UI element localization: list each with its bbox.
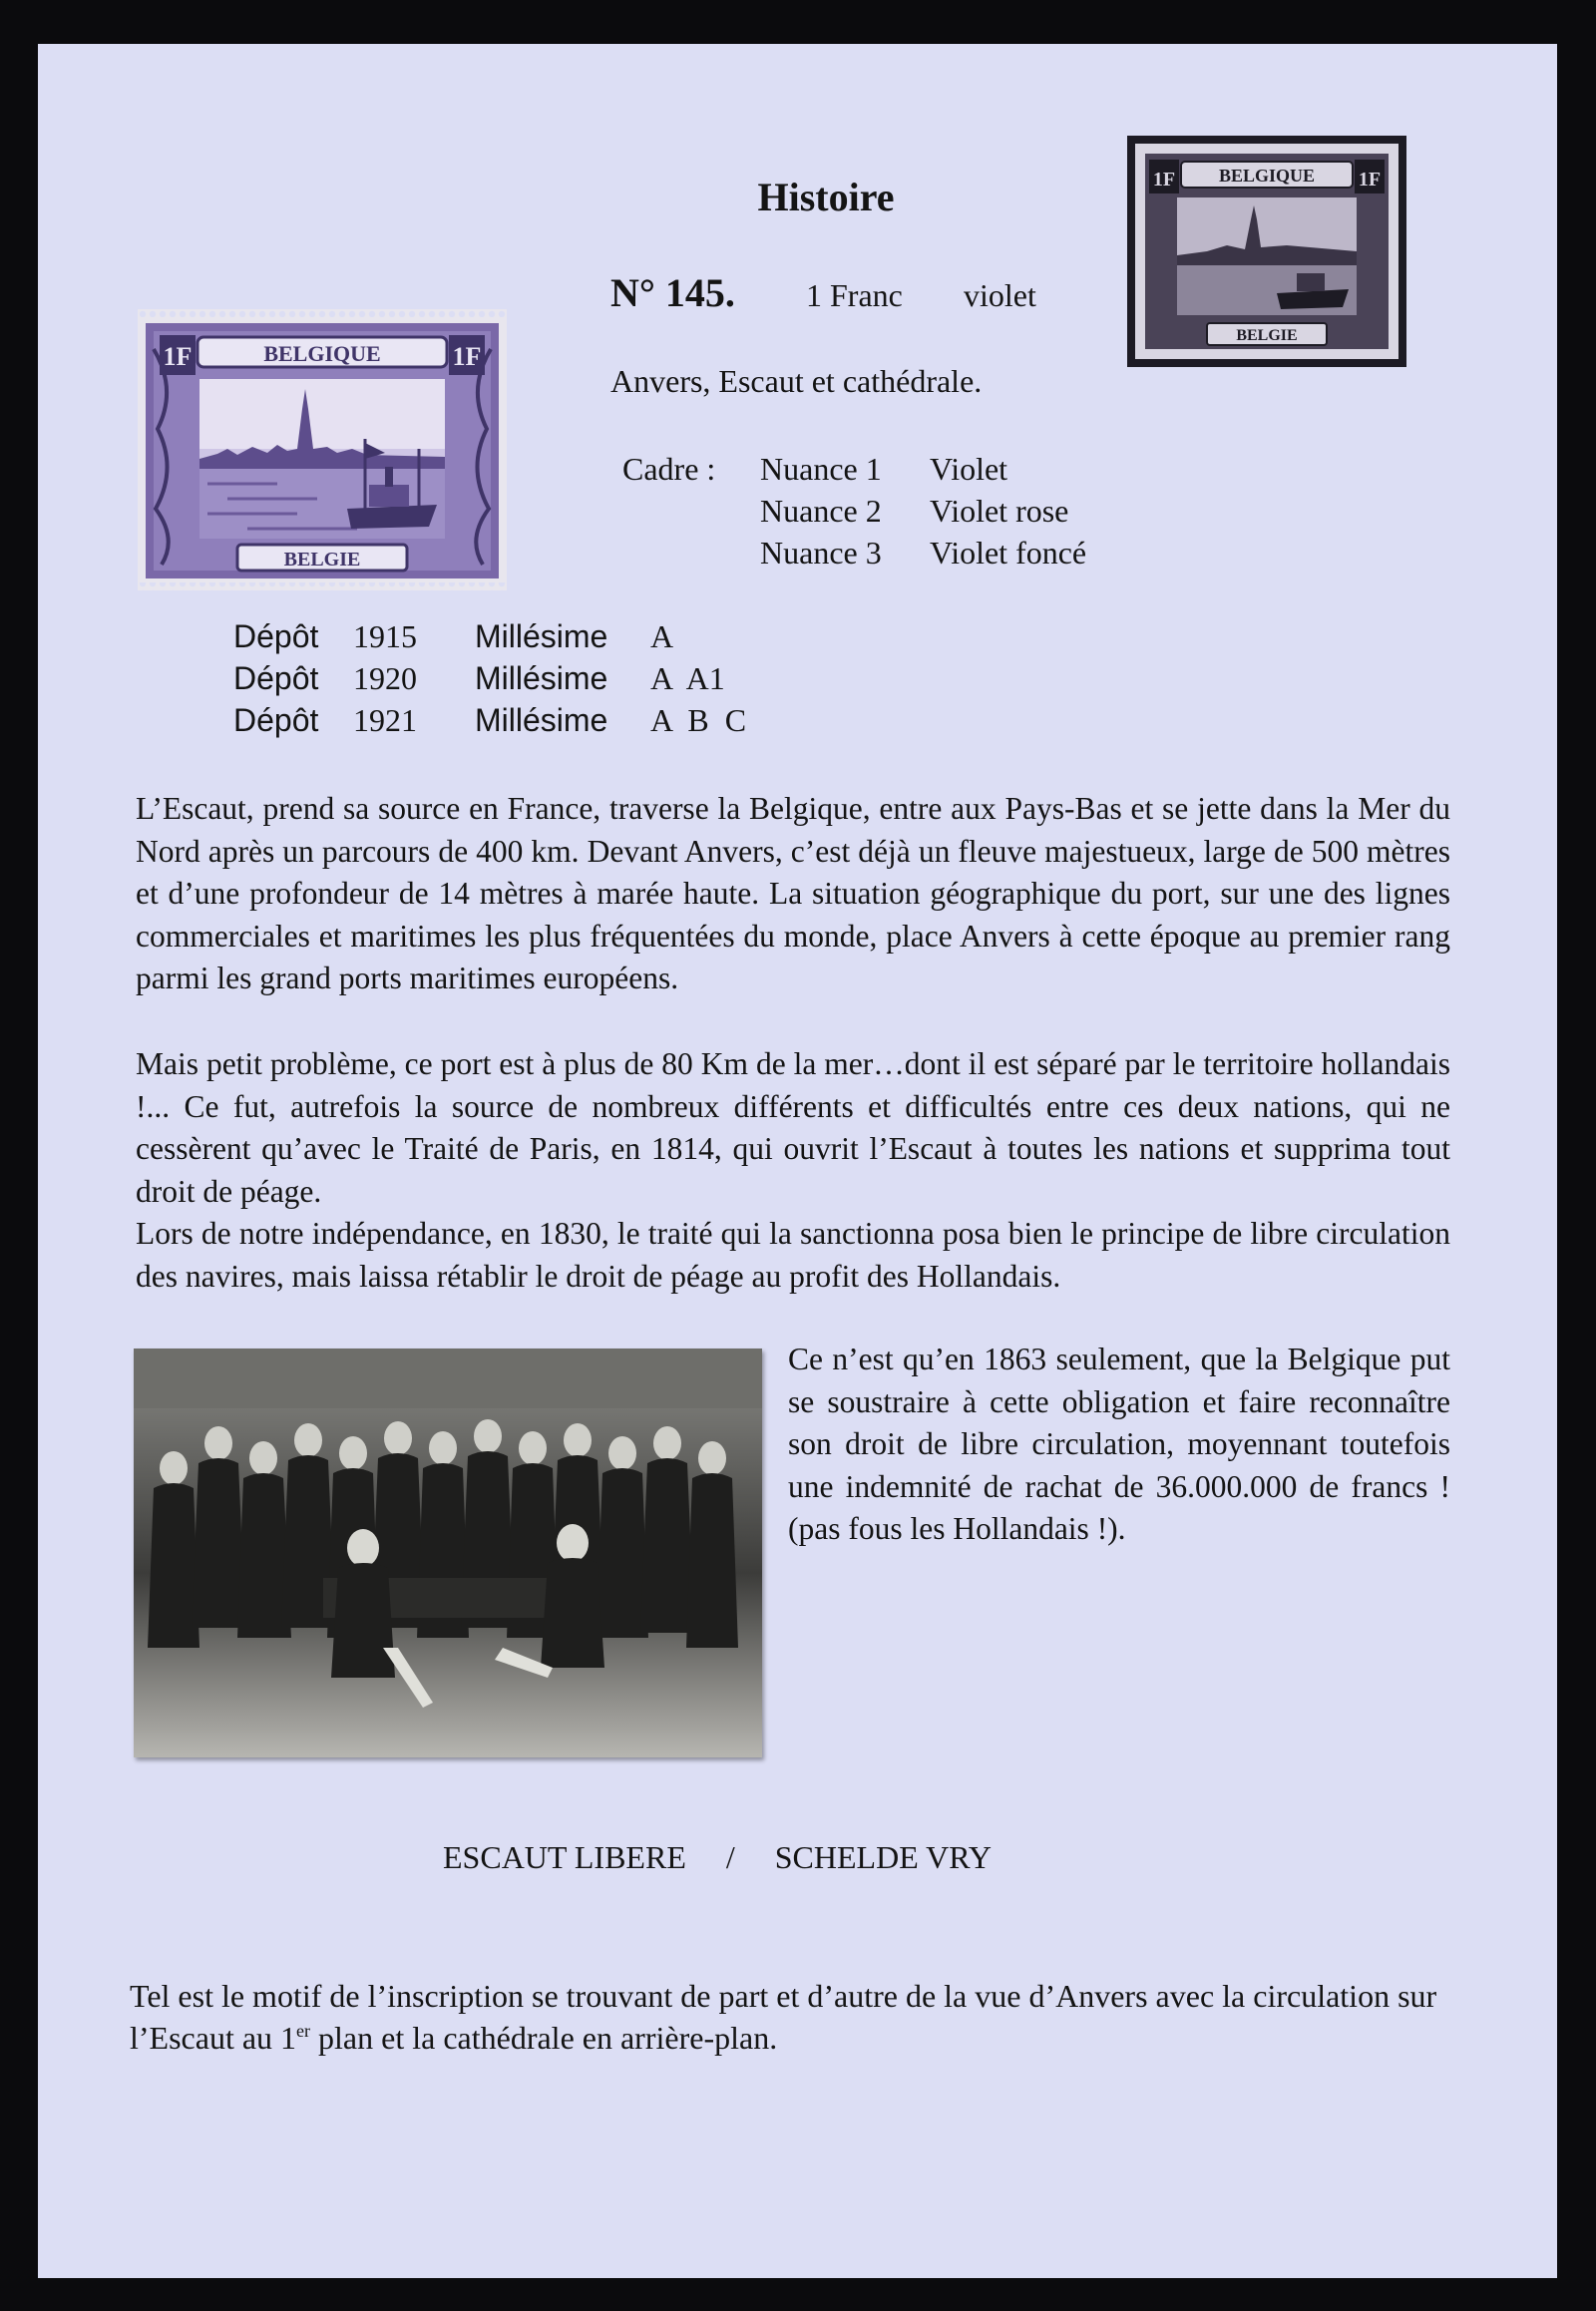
small-stamp-bottom-label: BELGIE [1236, 327, 1298, 344]
depot-year: 1920 [353, 660, 417, 696]
motto-left: ESCAUT LIBERE [443, 1839, 686, 1875]
nuance-row [760, 493, 1068, 530]
depot-row [233, 702, 746, 739]
stamp-top-label: BELGIQUE [263, 341, 381, 366]
history-paragraph-3: Lors de notre indépendance, en 1830, le traité qui la sanctionna posa bien le principe de libre circulation des navires, mais laissa rétablir le droit de péage au profit des Hollandais. [136, 1216, 1450, 1294]
stamp-145-large-image [138, 309, 507, 590]
depot-label: Dépôt [233, 702, 319, 738]
motto-line [443, 1839, 992, 1876]
millesime-codes: A B C [650, 702, 747, 738]
stamp-color: violet [964, 277, 1036, 313]
millesime-label: Millésime [475, 618, 608, 654]
page-title: Histoire [757, 175, 895, 219]
history-paragraph-2: Mais petit problème, ce port est à plus de 80 Km de la mer…dont il est séparé par le territoire hollandais !... Ce fut, autrefois la source de nombreux différents et difficultés entre ces deux nations, qui ne cessèrent qu’avec le Traité de Paris, en 1814, qui ouvrit l’Escaut à toutes les nations et supprima tout droit de péage. [136, 1046, 1450, 1209]
stamp-number: N° 145. [610, 270, 735, 315]
motto-right: SCHELDE VRY [774, 1839, 992, 1875]
cadre-label: Cadre : [622, 451, 716, 487]
nuance-label: Nuance 1 [760, 451, 882, 487]
small-stamp-value-left: 1F [1152, 169, 1176, 191]
stamp-145-small-image [1127, 136, 1406, 367]
small-stamp-top-label: BELGIQUE [1218, 166, 1316, 186]
depot-label: Dépôt [233, 618, 319, 654]
stamp-subject: Anvers, Escaut et cathédrale. [610, 363, 983, 399]
history-paragraph-1: L’Escaut, prend sa source en France, traverse la Belgique, entre aux Pays-Bas et se jette dans la Mer du Nord après un parcours de 400 km. Devant Anvers, c’est déjà un fleuve majestueux, large de 500 mètres et d’une profondeur de 14 mètres à marée haute. La situation géographique du port, sur une des lignes commerciales et maritimes les plus fréquentées du monde, place Anvers à cette époque au premier rang parmi les grand ports maritimes européens. [136, 791, 1450, 996]
small-stamp-value-right: 1F [1358, 169, 1382, 191]
stamp-value-right: 1F [452, 342, 482, 371]
nuance-color: Violet rose [930, 493, 1069, 529]
final-superscript: er [296, 2021, 311, 2041]
depot-row [233, 660, 725, 697]
stamp-value-left: 1F [163, 342, 193, 371]
final-text-start: Tel est le motif de l’inscription se trouvant de part et d’autre de la vue d’Anvers avec la circulation sur l’Escaut au 1 [130, 1978, 1437, 2056]
final-text-end: plan et la cathédrale en arrière-plan. [310, 2020, 778, 2056]
millesime-codes: A A1 [650, 660, 725, 696]
depot-year: 1921 [353, 702, 417, 738]
depot-row [233, 618, 673, 655]
motto-separator: / [725, 1839, 735, 1875]
stamp-denomination: 1 Franc [806, 277, 903, 313]
nuance-row [760, 535, 1086, 572]
millesime-codes: A [650, 618, 674, 654]
nuance-label: Nuance 2 [760, 493, 882, 529]
depot-year: 1915 [353, 618, 417, 654]
historical-group-photo [134, 1348, 762, 1757]
album-page [38, 44, 1557, 2278]
nuance-row [760, 451, 1007, 488]
stamp-bottom-label: BELGIE [283, 549, 361, 571]
final-paragraph [130, 1975, 1466, 2059]
depot-label: Dépôt [233, 660, 319, 696]
side-paragraph: Ce n’est qu’en 1863 seulement, que la Belgique put se soustraire à cette obligation et faire reconnaître son droit de libre circulation, moyennant toutefois une indemnité de rachat de 36.000.000 de francs ! (pas fous les Hollandais !). [788, 1342, 1450, 1547]
millesime-label: Millésime [475, 660, 608, 696]
nuance-color: Violet [930, 451, 1008, 487]
millesime-label: Millésime [475, 702, 608, 738]
nuance-label: Nuance 3 [760, 535, 882, 571]
nuance-color: Violet foncé [930, 535, 1087, 571]
